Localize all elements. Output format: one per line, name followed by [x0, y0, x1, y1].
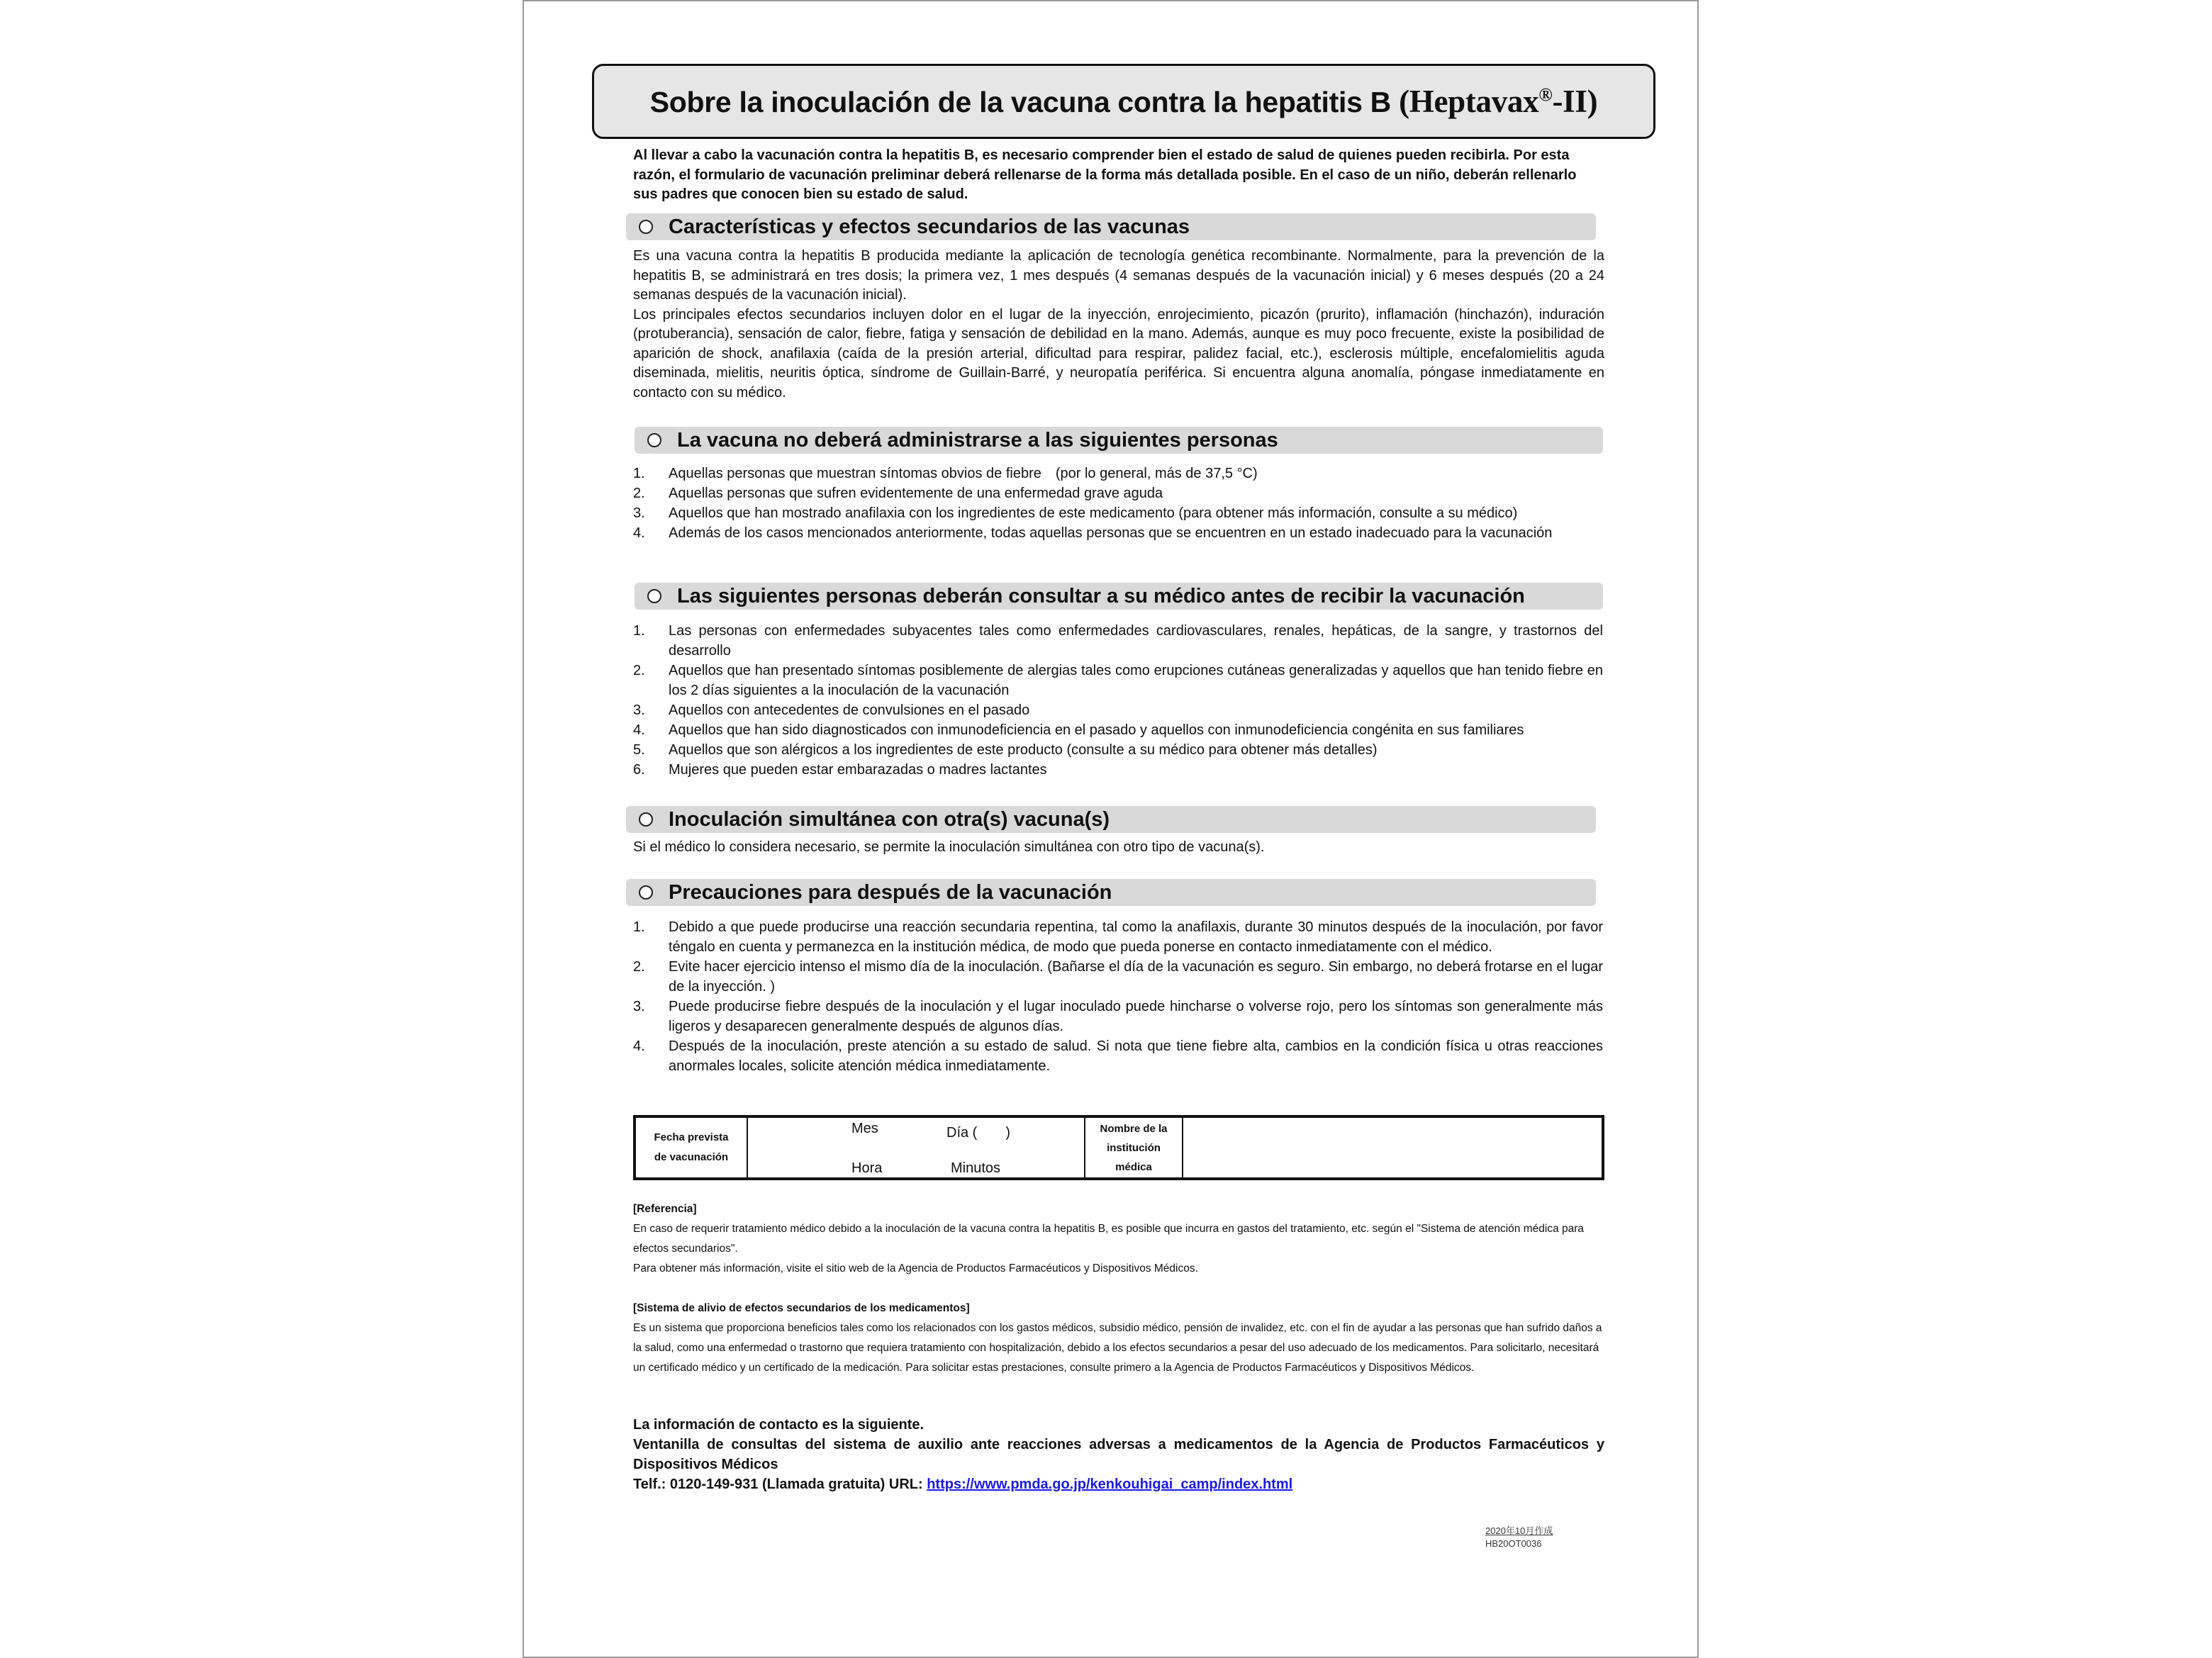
- list-number: 3.: [633, 505, 645, 521]
- list-number: 2.: [633, 663, 645, 678]
- characteristics-body: [633, 247, 1604, 403]
- section-header-consult: [635, 583, 1603, 610]
- list-item: [633, 483, 1603, 503]
- list-item: [633, 957, 1603, 997]
- section-title: Precauciones para después de la vacunación: [669, 880, 1112, 904]
- list-item: [633, 1036, 1603, 1076]
- list-text: Debido a que puede producirse una reacción secundaria repentina, tal como la anafilaxis, durante 30 minutos después de la inoculación, por favor téngalo en cuenta y permanezca en la institución médica, de modo que pueda ponerse en contacto inmediatamente con el médico.: [669, 919, 1603, 955]
- list-number: 1.: [633, 466, 645, 481]
- registered-mark: ®: [1538, 84, 1553, 105]
- not-administer-list: [633, 464, 1603, 543]
- characteristics-paragraph-1: Es una vacuna contra la hepatitis B producida mediante la aplicación de tecnología genética recombinante. Normalmente, para la prevención de la hepatitis B, se administrará en tres dosis; la primera vez, 1 mes después (4 semanas después de la vacunación inicial) y 6 meses después (20 a 24 semanas después de la vacunación inicial).: [633, 248, 1604, 303]
- date-label-line-1: Fecha prevista: [654, 1131, 729, 1143]
- contact-block: [633, 1415, 1604, 1494]
- relief-system-block: [633, 1299, 1604, 1378]
- reference-heading: [Referencia]: [633, 1203, 697, 1215]
- list-number: 1.: [633, 919, 645, 935]
- list-text: Puede producirse fiebre después de la inoculación y el lugar inoculado puede hincharse o volverse rojo, pero los síntomas son generalmente más ligeros y desaparecen generalmente después de algunos días.: [669, 999, 1603, 1034]
- list-item: [633, 700, 1603, 720]
- contact-phone-line: [633, 1474, 1604, 1494]
- circle-bullet-icon: [639, 220, 653, 234]
- list-item: [633, 740, 1603, 760]
- section-header-characteristics: [626, 213, 1596, 240]
- list-text: Mujeres que pueden estar embarazadas o madres lactantes: [669, 762, 1047, 778]
- list-text: Después de la inoculación, preste atención a su estado de salud. Si nota que tiene fiebre alta, cambios en la condición física u otras reacciones anormales locales, solicite atención médica inmediatamente.: [669, 1038, 1603, 1074]
- institution-label-line-1: Nombre de la: [1100, 1122, 1168, 1135]
- intro-text: Al llevar a cabo la vacunación contra la hepatitis B, es necesario comprender bien el estado de salud de quienes pueden recibirla. Por esta razón, el formulario de vacunación preliminar deberá rellenarse de la forma más detallada posible. En el caso de un niño, deberán rellenarlo sus padres que conocen bien su estado de salud.: [633, 147, 1577, 202]
- title-brand: [1399, 84, 1597, 119]
- simultaneous-text: Si el médico lo considera necesario, se permite la inoculación simultánea con otro tipo de vacuna(s).: [633, 839, 1265, 855]
- consult-list: [633, 621, 1603, 780]
- contact-url-link[interactable]: https://www.pmda.go.jp/kenkouhigai_camp/index.html: [927, 1477, 1293, 1492]
- list-item: [633, 523, 1603, 543]
- list-number: 2.: [633, 486, 645, 501]
- list-text: Evite hacer ejercicio intenso el mismo día de la inoculación. (Bañarse el día de la vacunación es seguro. Sin embargo, no deberá frotarse en el lugar de la inyección. ): [669, 959, 1603, 995]
- list-item: [633, 720, 1603, 740]
- circle-bullet-icon: [639, 812, 653, 827]
- footer-date: 2020年10月作成: [1485, 1525, 1553, 1536]
- section-title: La vacuna no deberá administrarse a las siguientes personas: [677, 428, 1278, 452]
- list-text: Aquellos que han presentado síntomas posiblemente de alergias tales como erupciones cutáneas generalizadas y aquellos que han tenido fiebre en los 2 días siguientes a la inoculación de la vacunación: [669, 663, 1603, 698]
- list-text: Aquellos que son alérgicos a los ingredientes de este producto (consulte a su médico para obtener más detalles): [669, 742, 1378, 758]
- list-number: 5.: [633, 742, 645, 758]
- list-number: 2.: [633, 959, 645, 975]
- footer: [1485, 1525, 1553, 1550]
- section-title: Características y efectos secundarios de las vacunas: [669, 215, 1190, 238]
- page-title: [650, 83, 1598, 120]
- circle-bullet-icon: [647, 433, 661, 447]
- relief-heading: [Sistema de alivio de efectos secundarios de los medicamentos]: [633, 1302, 970, 1314]
- list-number: 3.: [633, 702, 645, 718]
- reference-paragraph-2: Para obtener más información, visite el sitio web de la Agencia de Productos Farmacéuticos y Dispositivos Médicos.: [633, 1262, 1198, 1275]
- section-header-precautions: [626, 879, 1596, 906]
- vaccination-form-table: [633, 1115, 1604, 1180]
- list-text: Las personas con enfermedades subyacentes tales como enfermedades cardiovasculares, renales, hepáticas, de la sangre, y trastornos del desarrollo: [669, 623, 1603, 659]
- institution-label-line-2: institución: [1107, 1141, 1161, 1154]
- list-number: 1.: [633, 623, 645, 639]
- list-item: [633, 661, 1603, 700]
- list-item: [633, 760, 1603, 780]
- date-label-line-2: de vacunación: [654, 1151, 729, 1163]
- reference-block: [633, 1199, 1604, 1279]
- contact-phone: Telf.: 0120-149-931 (Llamada gratuita) URL:: [633, 1477, 927, 1492]
- precautions-list: [633, 917, 1603, 1076]
- relief-text: Es un sistema que proporciona beneficios tales como los relacionados con los gastos médicos, subsidio médico, pensión de invalidez, etc. con el fin de ayudar a las personas que han sufrido daños a la salud, como una enfermedad o trastorno que requiera tratamiento con hospitalización, debido a los efectos secundarios a pesar del uso adecuado de los medicamentos. Para solicitarlo, necesitará un certificado médico y un certificado de la medicación. Para solicitar estas prestaciones, consulte primero a la Agencia de Productos Farmacéuticos y Dispositivos Médicos.: [633, 1322, 1602, 1374]
- institution-name-field[interactable]: [1183, 1116, 1603, 1179]
- reference-paragraph-1: En caso de requerir tratamiento médico debido a la inoculación de la vacuna contra la hepatitis B, es posible que incurra en gastos del tratamiento, etc. según el "Sistema de atención médica para efectos secundarios".: [633, 1223, 1585, 1255]
- list-item: [633, 464, 1603, 483]
- date-entry-cell[interactable]: [747, 1116, 1085, 1179]
- contact-intro: La información de contacto es la siguiente.: [633, 1417, 925, 1433]
- institution-label: [1085, 1119, 1182, 1177]
- section-header-simultaneous: [626, 806, 1596, 833]
- list-number: 4.: [633, 525, 645, 541]
- institution-label-line-3: médica: [1115, 1160, 1152, 1173]
- section-title: Inoculación simultánea con otra(s) vacuna(s): [669, 807, 1110, 831]
- date-label-cell: [635, 1116, 747, 1179]
- list-text: Además de los casos mencionados anteriormente, todas aquellas personas que se encuentren en un estado inadecuado para la vacunación: [669, 525, 1553, 541]
- minutes-label: Minutos: [951, 1160, 1001, 1176]
- title-brand-end: -II): [1552, 84, 1598, 119]
- month-label: Mes: [851, 1121, 878, 1136]
- day-label: Día ( ): [946, 1125, 1010, 1141]
- circle-bullet-icon: [639, 885, 653, 900]
- list-item: [633, 917, 1603, 957]
- title-main-text: Sobre la inoculación de la vacuna contra la hepatitis B: [649, 86, 1400, 118]
- list-number: 6.: [633, 762, 645, 778]
- section-header-not-administer: [635, 427, 1603, 454]
- list-text: Aquellas personas que muestran síntomas obvios de fiebre (por lo general, más de 37,5 °C): [669, 466, 1258, 481]
- institution-label-cell: [1085, 1116, 1183, 1179]
- list-text: Aquellos que han sido diagnosticados con inmunodeficiencia en el pasado y aquellos con inmunodeficiencia congénita en sus familiares: [669, 722, 1524, 738]
- list-item: [633, 503, 1603, 523]
- list-number: 3.: [633, 999, 645, 1014]
- circle-bullet-icon: [647, 589, 661, 603]
- list-text: Aquellos con antecedentes de convulsiones en el pasado: [669, 702, 1030, 718]
- hour-label: Hora: [851, 1160, 883, 1176]
- list-item: [633, 997, 1603, 1036]
- list-text: Aquellas personas que sufren evidentemente de una enfermedad grave aguda: [669, 486, 1163, 501]
- title-brand-text: (Heptavax: [1399, 84, 1539, 119]
- list-item: [633, 621, 1603, 661]
- list-number: 4.: [633, 1038, 645, 1054]
- title-banner: [592, 64, 1655, 139]
- section-title: Las siguientes personas deberán consultar a su médico antes de recibir la vacunación: [677, 584, 1525, 607]
- list-text: Aquellos que han mostrado anafilaxia con los ingredientes de este medicamento (para obtener más información, consulte a su médico): [669, 505, 1518, 521]
- characteristics-paragraph-2: Los principales efectos secundarios incluyen dolor en el lugar de la inyección, enrojecimiento, picazón (prurito), inflamación (hinchazón), induración (protuberancia), sensación de calor, fiebre, fatiga y sensación de debilidad en la mano. Además, aunque es muy poco frecuente, existe la posibilidad de aparición de shock, anafilaxia (caída de la presión arterial, dificultad para respirar, palidez facial, etc.), esclerosis múltiple, encefalomielitis aguda diseminada, mielitis, neuritis óptica, síndrome de Guillain-Barré, y neuropatía periférica. Si encuentra alguna anomalía, póngase inmediatamente en contacto con su médico.: [633, 306, 1604, 401]
- date-label: [636, 1128, 747, 1167]
- contact-office: Ventanilla de consultas del sistema de auxilio ante reacciones adversas a medicamentos de la Agencia de Productos Farmacéuticos y Dispositivos Médicos: [633, 1437, 1604, 1472]
- list-number: 4.: [633, 722, 645, 738]
- footer-code: HB20OT0036: [1485, 1538, 1542, 1549]
